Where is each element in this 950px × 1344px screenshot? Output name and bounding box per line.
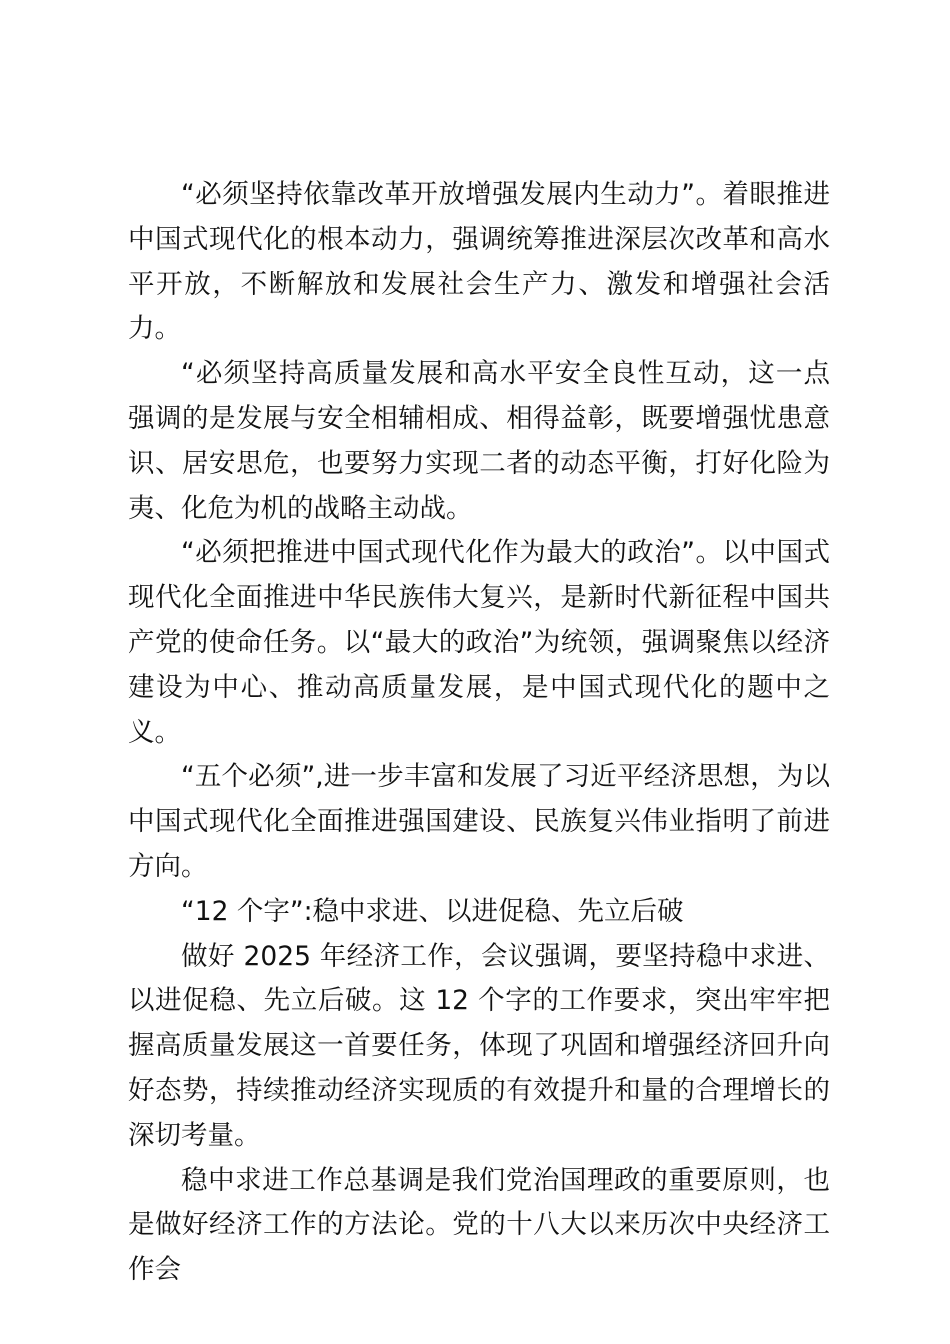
paragraph-2025-economic-work: 做好 2025 年经济工作，会议强调，要坚持稳中求进、以进促稳、先立后破。这 12 个字的工作要求，突出牢牢把握高质量发展这一首要任务，体现了巩固和增强经济回升向好态势，持续推动经济实现质的有效提升和量的合理增长的深切考量。: [128, 940, 830, 1151]
paragraph-development-security: “必须坚持高质量发展和高水平安全良性互动，这一点强调的是发展与安全相辅相成、相得益彰，既要增强忧患意识、居安思危，也要努力实现二者的动态平衡，打好化险为夷、化危为机的战略主动战。: [128, 358, 830, 524]
paragraph-steady-progress: 稳中求进工作总基调是我们党治国理政的重要原则，也是做好经济工作的方法论。党的十八大以来历次中央经济工作会: [128, 1164, 830, 1286]
paragraph-reform-opening: “必须坚持依靠改革开放增强发展内生动力”。着眼推进中国式现代化的根本动力，强调统筹推进深层次改革和高水平开放，不断解放和发展社会生产力、激发和增强社会活力。: [128, 179, 830, 345]
document-body: [128, 173, 830, 1293]
paragraph-greatest-politics: “必须把推进中国式现代化作为最大的政治”。以中国式现代化全面推进中华民族伟大复兴，是新时代新征程中国共产党的使命任务。以“最大的政治”为统领，强调聚焦以经济建设为中心、推动高质量发展，是中国式现代化的题中之义。: [128, 537, 830, 748]
paragraph-five-musts-summary: “五个必须”,进一步丰富和发展了习近平经济思想，为以中国式现代化全面推进强国建设、民族复兴伟业指明了前进方向。: [128, 761, 830, 882]
section-heading-12-characters: “12 个字”:稳中求进、以进促稳、先立后破: [181, 895, 684, 927]
